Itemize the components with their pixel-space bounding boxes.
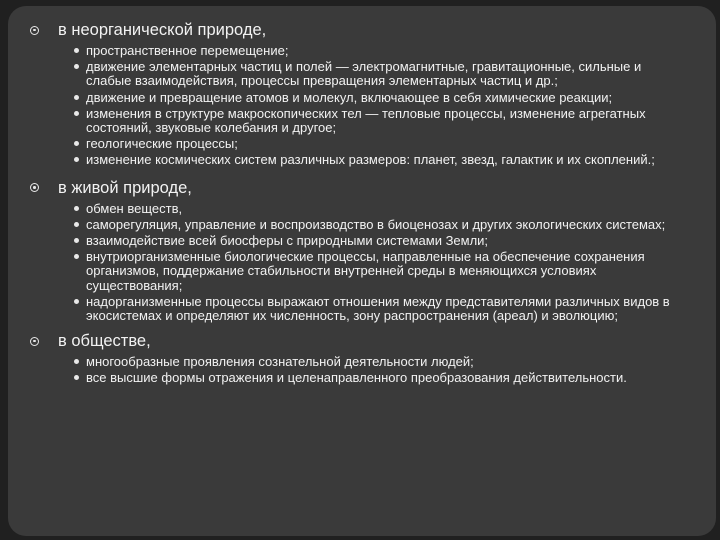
- list-item: обмен веществ,: [30, 202, 700, 216]
- list-item: саморегуляция, управление и воспроизводство в биоценозах и других экологических системах;: [30, 218, 700, 232]
- dot-bullet-icon: [30, 107, 86, 116]
- dot-bullet-icon: [30, 371, 86, 380]
- list-item: пространственное перемещение;: [30, 44, 700, 58]
- ring-bullet-icon: [30, 26, 58, 35]
- section-title: в обществе,: [58, 332, 151, 351]
- ring-bullet-icon: [30, 337, 58, 346]
- dot-bullet-icon: [30, 218, 86, 227]
- dot-bullet-icon: [30, 250, 86, 259]
- section-heading: [30, 20, 700, 40]
- ring-bullet-icon: [30, 183, 58, 192]
- section-title: в живой природе,: [58, 178, 192, 197]
- dot-bullet-icon: [30, 60, 86, 69]
- dot-bullet-icon: [30, 153, 86, 162]
- list-item: изменение космических систем различных размеров: планет, звезд, галактик и их скоплений.;: [30, 153, 700, 167]
- list-item: все высшие формы отражения и целенаправленного преобразования действительности.: [30, 371, 700, 385]
- list-item: взаимодействие всей биосферы с природными системами Земли;: [30, 234, 700, 248]
- bullet-list: [30, 20, 700, 388]
- section-heading: [30, 331, 700, 351]
- section-society: [30, 331, 700, 385]
- dot-bullet-icon: [30, 234, 86, 243]
- list-item: изменения в структуре макроскопических тел — тепловые процессы, изменение агрегатных состояний, звуковые колебания и другое;: [30, 107, 700, 135]
- list-item: движение элементарных частиц и полей — электромагнитные, гравитационные, сильные и слабые взаимодействия, процессы превращения элементарных частиц и др.;: [30, 60, 700, 88]
- section-title: в неорганической природе,: [58, 21, 267, 39]
- dot-bullet-icon: [30, 355, 86, 364]
- list-item: движение и превращение атомов и молекул, включающее в себя химические реакции;: [30, 91, 700, 105]
- dot-bullet-icon: [30, 44, 86, 53]
- section-heading: [30, 178, 700, 198]
- dot-bullet-icon: [30, 137, 86, 146]
- list-item: надорганизменные процессы выражают отношения между представителями различных видов в экосистемах и определяют их численность, зону распространения (ареал) и эволюцию;: [30, 295, 700, 323]
- list-item: многообразные проявления сознательной деятельности людей;: [30, 355, 700, 369]
- list-item: внутриорганизменные биологические процессы, направленные на обеспечение сохранения организмов, поддержание стабильности внутренней среды в меняющихся условиях существования;: [30, 250, 700, 293]
- dot-bullet-icon: [30, 202, 86, 211]
- section-inorganic: [30, 20, 700, 168]
- dot-bullet-icon: [30, 295, 86, 304]
- content-panel: [8, 6, 716, 536]
- dot-bullet-icon: [30, 91, 86, 100]
- section-living: [30, 178, 700, 324]
- list-item: геологические процессы;: [30, 137, 700, 151]
